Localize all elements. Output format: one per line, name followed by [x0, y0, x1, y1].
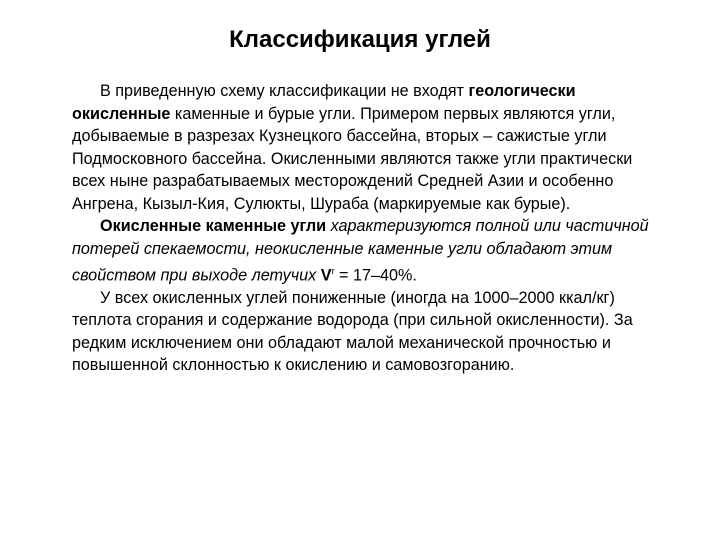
paragraph-1 — [72, 80, 652, 215]
paragraph-1-text-b: каменные и бурые угли. Примером первых являются угли, добываемые в разрезах Кузнецкого бассейна, вторых – сажистые угли Подмосковного бассейна. Окисленными являются также угли практически всех ныне разрабатываемых месторождений Средней Азии и особенно Ангрена, Кызыл-Кия, Сулюкты, Шураба (маркируемые как бурые). — [72, 104, 633, 213]
paragraph-3 — [72, 287, 652, 377]
body-text — [72, 80, 652, 377]
paragraph-2-italic-text: характеризуются полной или частичной потерей спекаемости, неокисленные каменные угли обладают этим свойством при выходе летучих — [72, 217, 649, 285]
paragraph-3-text-a: У всех окисленных углей пониженные (иногда на 1000–2000 ккал/кг) теплота сгорания и содержание водорода (при сильной окисленности). За редким исключением они обладают малой механической прочностью и повышенной склонностью к окислению и самовозгоранию. — [72, 288, 633, 375]
paragraph-1-text-a: В приведенную схему классификации не входят — [100, 82, 469, 100]
volatile-superscript: r — [331, 266, 335, 276]
paragraph-2-text-b: = 17–40%. — [334, 266, 417, 285]
paragraph-2-bold-term: Окисленные каменные угли — [100, 217, 327, 235]
paragraph-2 — [72, 215, 652, 287]
paragraph-1-bold-term: геологически окисленные — [72, 82, 576, 123]
page-title: Классификация углей — [229, 26, 491, 53]
volatile-symbol: V — [320, 266, 332, 285]
